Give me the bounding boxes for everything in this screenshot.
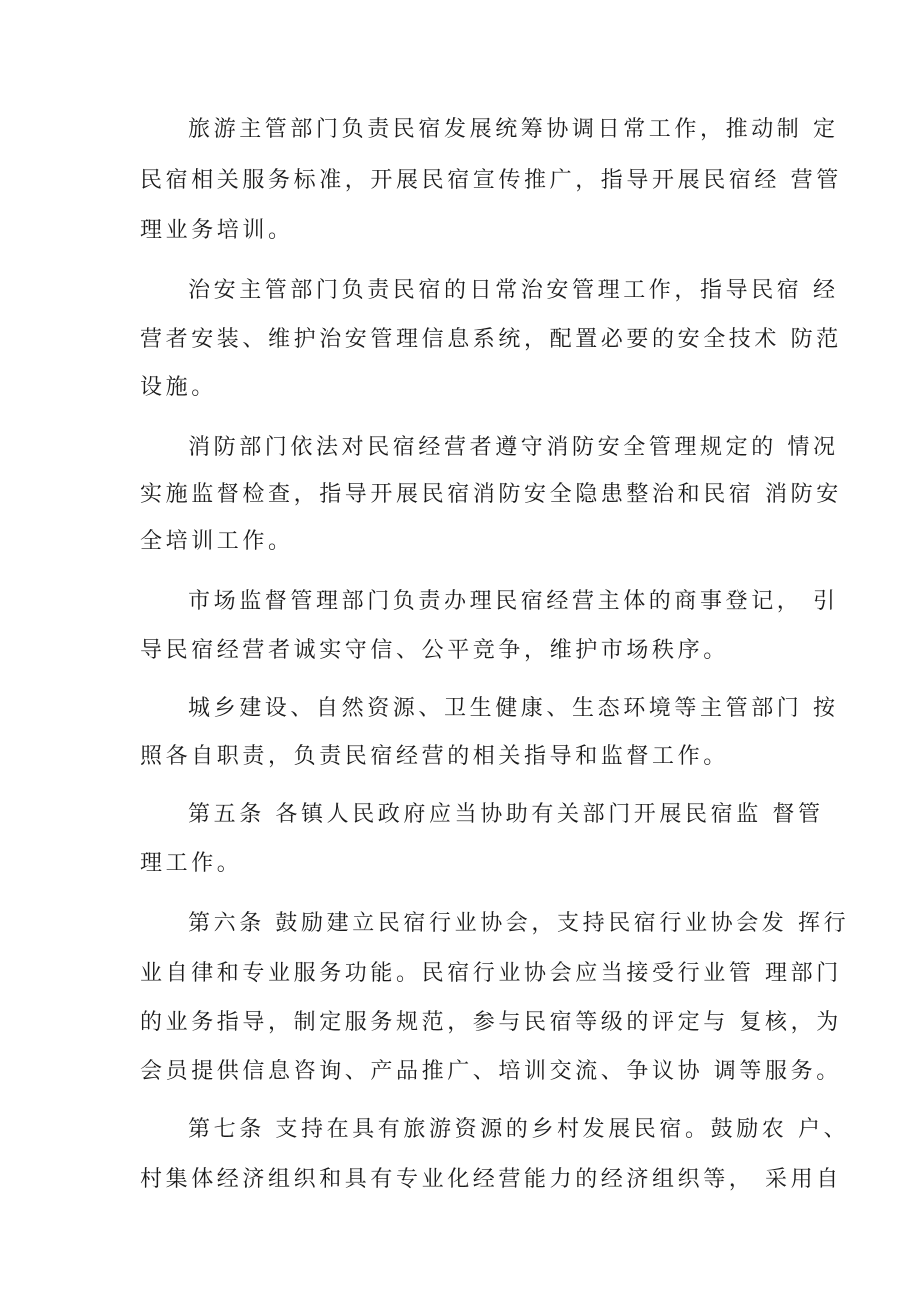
paragraph-3-line-2: 实施监督检查，指导开展民宿消防安全隐患整治和民宿 消防安 xyxy=(140,482,842,507)
paragraph-5-line-2: 照各自职责，负责民宿经营的相关指导和监督工作。 xyxy=(140,744,729,769)
paragraph-2-line-3: 设施。 xyxy=(140,375,217,400)
article-5-line-2: 理工作。 xyxy=(140,851,243,876)
article-7-line-2: 村集体经济组织和具有专业化经营能力的经济组织等， 采用自 xyxy=(140,1167,842,1192)
paragraph-3-line-3: 全培训工作。 xyxy=(140,529,294,554)
paragraph-2-line-2: 营者安装、维护治安管理信息系统，配置必要的安全技术 防范 xyxy=(140,327,842,352)
paragraph-3-line-1: 消防部门依法对民宿经营者遵守消防安全管理规定的 情况 xyxy=(188,435,839,460)
article-6-line-4: 会员提供信息咨询、产品推广、培训交流、争议协 调等服务。 xyxy=(140,1059,842,1084)
paragraph-5-line-1: 城乡建设、自然资源、卫生健康、生态环境等主管部门 按 xyxy=(188,696,839,721)
article-5-line-1: 第五条 各镇人民政府应当协助有关部门开展民宿监 督管 xyxy=(188,802,824,827)
article-6-line-3: 的业务指导，制定服务规范，参与民宿等级的评定与 复核，为 xyxy=(140,1010,842,1035)
article-7-line-1: 第七条 支持在具有旅游资源的乡村发展民宿。鼓励农 户、 xyxy=(188,1117,850,1142)
article-6-line-1: 第六条 鼓励建立民宿行业协会，支持民宿行业协会发 挥行 xyxy=(188,911,850,936)
paragraph-2-line-1: 治安主管部门负责民宿的日常治安管理工作，指导民宿 经 xyxy=(188,278,839,303)
article-6-line-2: 业自律和专业服务功能。民宿行业协会应当接受行业管 理部门 xyxy=(140,961,842,986)
paragraph-1-line-3: 理业务培训。 xyxy=(140,218,294,243)
paragraph-1-line-1: 旅游主管部门负责民宿发展统筹协调日常工作，推动制 定 xyxy=(188,117,839,142)
paragraph-4-line-2: 导民宿经营者诚实守信、公平竞争，维护市场秩序。 xyxy=(140,638,729,663)
paragraph-1-line-2: 民宿相关服务标准，开展民宿宣传推广，指导开展民宿经 营管 xyxy=(140,168,842,193)
paragraph-4-line-1: 市场监督管理部门负责办理民宿经营主体的商事登记， 引 xyxy=(188,589,839,614)
